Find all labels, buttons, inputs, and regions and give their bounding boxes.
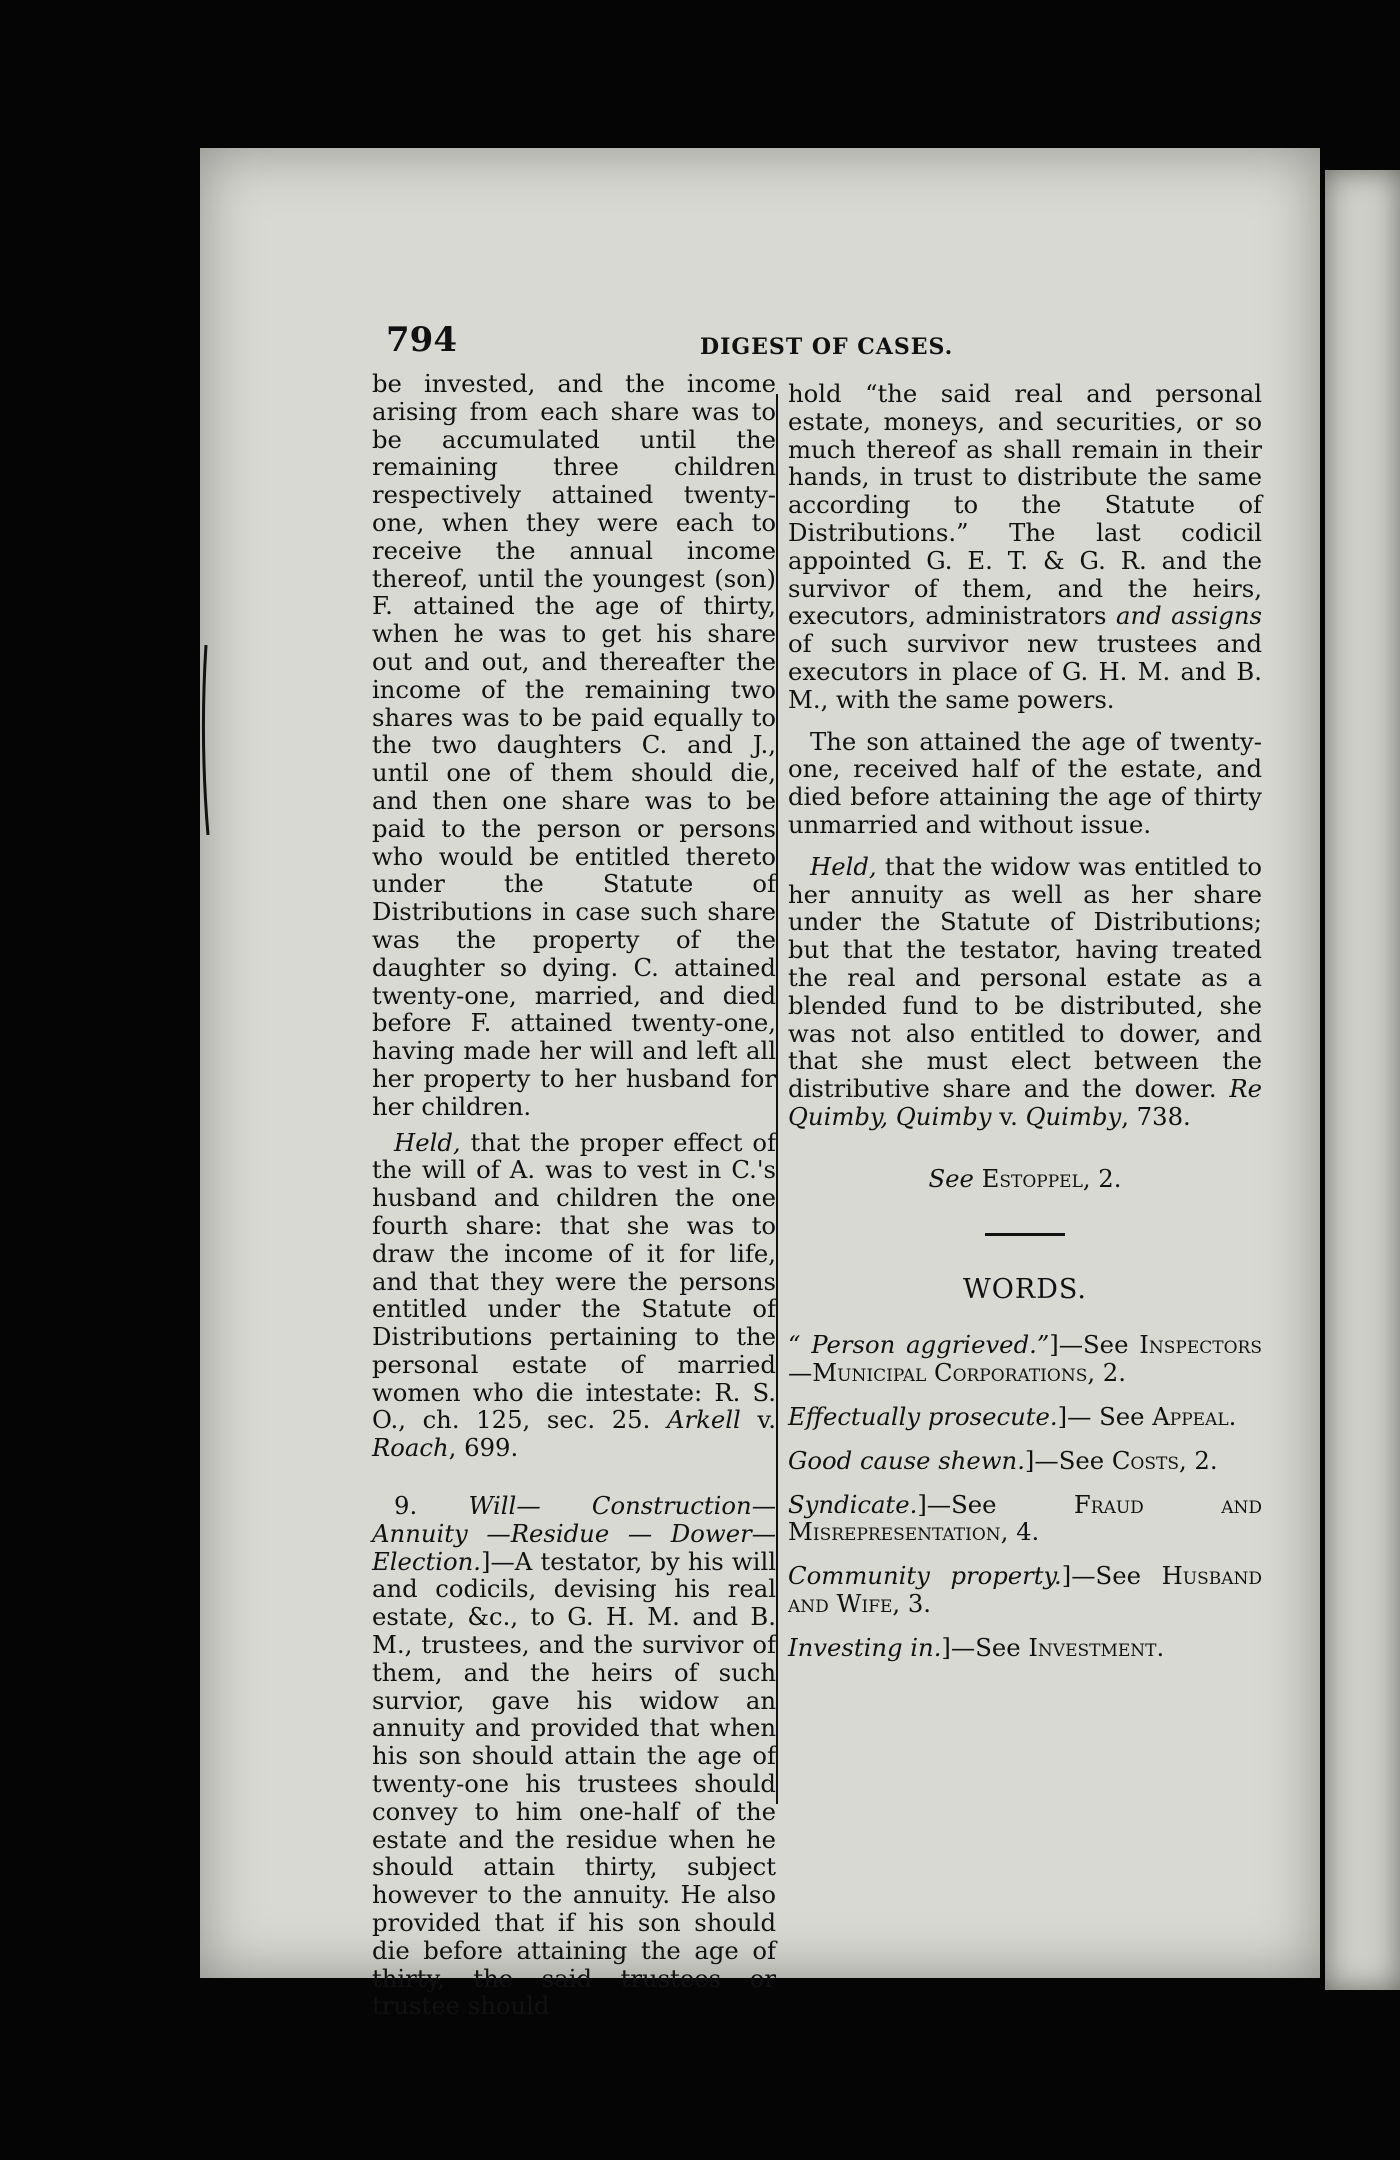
held-label: Held, [810, 851, 877, 881]
entry-title: Will— Construction—Annuity —Residue — Dower—Election. [372, 1491, 776, 1576]
words-entry: “ Person aggrieved.”]—See Inspectors—Municipal Corporations, 2. [788, 1330, 1262, 1388]
section-heading-words: WORDS. [963, 1273, 1087, 1305]
words-entry: Syndicate.]—See Fraud and Misrepresentation, 4. [788, 1489, 1262, 1547]
column-divider [776, 394, 778, 1804]
case-name-2: Quimby [1025, 1101, 1122, 1131]
page-number: 794 [386, 320, 457, 360]
left-column [372, 370, 776, 2028]
words-entry: Investing in.]—See Investment. [788, 1632, 1165, 1662]
entry-number: 9. [394, 1491, 469, 1521]
held-label: Held, [394, 1127, 461, 1157]
left-paragraph-1: be invested, and the income arising from each share was to be accumulated until the remaining three children respectively attained twenty-one, when they were each to receive the annual income thereof, until the youngest (son) F. attained the age of thirty, when he was to get his share out and out, and thereafter the income of the remaining two shares was to be paid equally to the two daughters C. and J., until one of them should die, and then one share was to be paid to the person or persons who would be entitled thereto under the Statute of Distributions in case such share was the property of the daughter so dying. C. attained twenty-one, married, and died before F. attained twenty-one, having made her will and left all her property to her husband for her children. [372, 369, 776, 1121]
left-paragraph-2: Held, that the proper effect of the will of A. was to vest in C.'s husband and children the one fourth share: that she was to draw the income of it for life, and that they were the persons entitled under the Statute of Distributions pertaining to the personal estate of married women who die intestate: R. S. O., ch. 125, sec. 25. Arkell v. Roach, 699. [372, 1127, 776, 1463]
margin-line-mark [196, 640, 216, 840]
facing-page-edge [1325, 170, 1400, 1990]
right-paragraph-2: The son attained the age of twenty-one, received half of the estate, and died before attaining the age of thirty unmarried and without issue. [788, 726, 1262, 839]
case-name-2: Roach [372, 1433, 449, 1463]
case-name: Re Quimby, Quimby [788, 1074, 1262, 1131]
words-entry: Community property.]—See Husband and Wife, 3. [788, 1561, 1262, 1618]
right-paragraph-3: Held, that the widow was entitled to her annuity as well as her share under the Statute of Distributions; but that the testator, having treated the real and personal estate as a blended fund to be distributed, she was not also entitled to dower, and that she must elect between the distributive share and the dower. Re Quimby, Quimby v. Quimby, 738. [788, 851, 1262, 1131]
case-name: Arkell [666, 1405, 741, 1435]
left-paragraph-3: 9. Will— Construction—Annuity —Residue — Dower—Election.]—A testator, by his will and codicils, devising his real estate, &c., to G. H. M. and B. M., trustees, and the survivor of them, and the heirs of such survior, gave his widow an annuity and provided that when his son should attain the age of twenty-one his trustees should convey to him one-half of the estate and the residue when he should attain thirty, subject however to the annuity. He also provided that if his son should die before attaining the age of thirty, the said trustees or trustee should [372, 1491, 776, 2021]
running-title: DIGEST OF CASES. [700, 334, 954, 360]
right-column [788, 380, 1262, 1677]
section-rule [985, 1233, 1065, 1236]
words-entry: Good cause shewn.]—See Costs, 2. [788, 1445, 1218, 1475]
words-entry: Effectually prosecute.]— See Appeal. [788, 1401, 1237, 1431]
see-reference: See Estoppel, 2. [928, 1163, 1122, 1193]
right-paragraph-1: hold “the said real and personal estate, moneys, and securities, or so much thereof as shall remain in their hands, in trust to distribute the same according to the Statute of Distributions.” The last codicil appointed G. E. T. & G. R. and the survivor of them, and the heirs, executors, administrators and assigns of such survivor new trustees and executors in place of G. H. M. and B. M., with the same powers. [788, 379, 1263, 714]
book-page [200, 148, 1320, 2021]
